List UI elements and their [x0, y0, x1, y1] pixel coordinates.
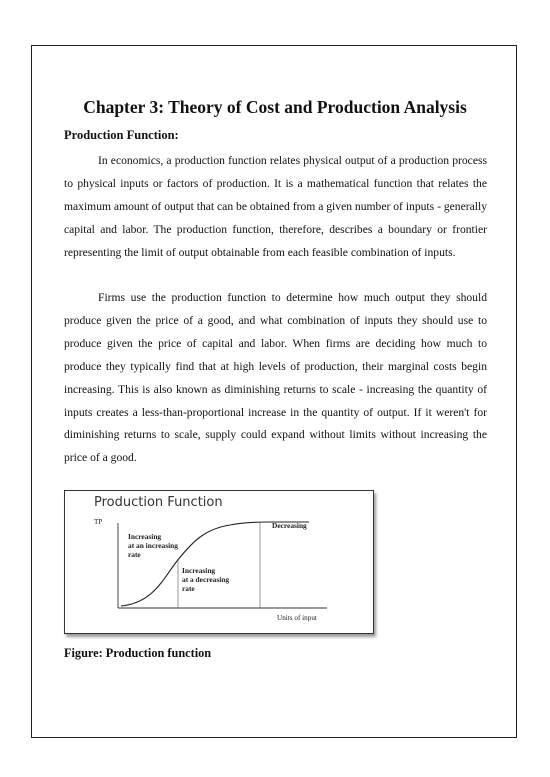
- production-function-diagram: [65, 491, 373, 633]
- region-2-line-3: rate: [182, 584, 195, 593]
- chapter-title: Chapter 3: Theory of Cost and Production Analysis: [83, 97, 467, 117]
- paragraph-1-text: In economics, a production function relates physical output of a production process to physical inputs or factors of production. It is a mathematical function that relates the maximum amount of output that can be obtained from a given number of inputs - generally capital and labor. The production function, therefore, describes a boundary or frontier representing the limit of output obtainable from each feasible combination of inputs.: [64, 154, 487, 259]
- region-1-line-2: at an increasing: [128, 541, 178, 550]
- region-2-line-1: Increasing: [182, 566, 216, 575]
- figure-title: Production Function: [94, 495, 223, 510]
- production-function-figure: [64, 490, 374, 634]
- y-axis-label: TP: [94, 518, 103, 526]
- paragraph-2: [64, 287, 487, 470]
- paragraph-2-text: Firms use the production function to determine how much output they should produce given the price of a good, and what combination of inputs they should use to produce given the price of capital and labor. When firms are deciding how much to produce they typically find that at high levels of production, their marginal costs begin increasing. This is also known as diminishing returns to scale - increasing the quantity of inputs creates a less-than-proportional increase in the quantity of output. If it weren't for diminishing returns to scale, supply could expand without limits without increasing the price of a good.: [64, 291, 487, 465]
- region-1-line-3: rate: [128, 550, 141, 559]
- figure-caption: Figure: Production function: [64, 646, 212, 660]
- x-axis-label: Units of input: [277, 614, 317, 622]
- region-3-label: Decreasing: [272, 521, 307, 530]
- paragraph-1: [64, 150, 487, 265]
- section-heading: Production Function:: [64, 128, 179, 142]
- region-2-line-2: at a decreasing: [182, 575, 230, 584]
- region-1-line-1: Increasing: [128, 532, 162, 541]
